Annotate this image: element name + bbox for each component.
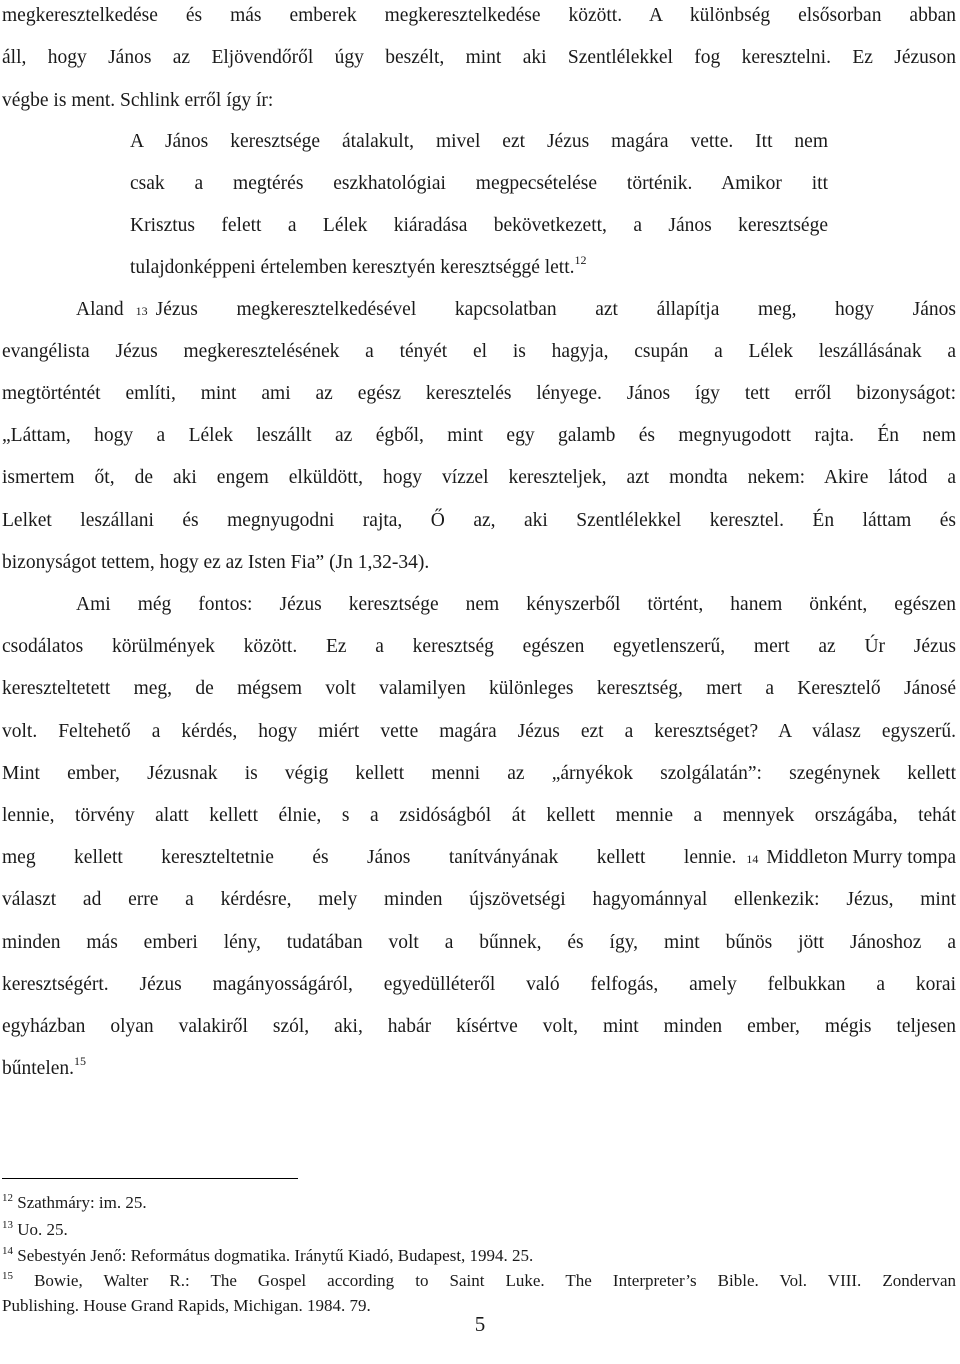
text-line: áll, hogy János az Eljövendőről úgy beszélt, mint aki Szentlélekkel fog keresztelni. Ez Jézuson: [2, 47, 956, 68]
text-line: lennie, törvény alatt kellett élnie, s a zsidóságból át kellett mennie a mennyek országába, tehát: [2, 805, 956, 826]
footnote-text: Szathmáry: im. 25.: [17, 1193, 147, 1212]
text-line: Mint ember, Jézusnak is végig kellett menni az „árnyékok szolgálatán”: szegénynek kellett: [2, 763, 956, 784]
text-line: keresztségért. Jézus magányosságáról, egyedülléteről való felfogás, amely felbukkan a korai: [2, 974, 956, 995]
footnote-item: [2, 1220, 68, 1240]
text-fragment: Aland: [76, 299, 124, 320]
text-line: bizonyságot tettem, hogy ez az Isten Fia” (Jn 1,32-34).: [2, 552, 430, 573]
footnote-number: 13: [2, 1219, 13, 1231]
text-line: meg kellett kereszteltetnie és János tanítványának kellett lennie. 14 Middleton Murry tompa: [2, 847, 956, 868]
text-line: megtörténtét említi, mint ami az egész keresztelés lényege. János így tett erről bizonyságot:: [2, 383, 956, 404]
text-line: Lelket leszállani és megnyugodni rajta, Ő az, aki Szentlélekkel keresztel. Én láttam és: [2, 510, 956, 531]
text-line: egyházban olyan valakiről szól, aki, habár kísértve volt, mint minden ember, mégis teljesen: [2, 1016, 956, 1037]
footnote-continuation: Publishing. House Grand Rapids, Michigan. 1984. 79.: [2, 1296, 371, 1315]
text-fragment: bűntelen.: [2, 1058, 75, 1079]
text-line: volt. Feltehető a kérdés, hogy miért vette magára Jézus ezt a keresztséget? A válasz egyszerű.: [2, 721, 956, 742]
text-line: megkeresztelkedése és más emberek megkeresztelkedése között. A különbség elsősorban abban: [2, 5, 956, 26]
text-line: „Láttam, hogy a Lélek leszállt az égből, mint egy galamb és megnyugodott rajta. Én nem: [2, 425, 956, 446]
footnote-separator: [2, 1178, 298, 1179]
text-line: csodálatos körülmények között. Ez a keresztség egészen egyetlenszerű, mert az Úr Jézus: [2, 636, 956, 657]
text-line: kereszteltetett meg, de mégsem volt valamilyen különleges keresztség, mert a Keresztelő Jánosé: [2, 678, 956, 699]
quote-line: [130, 253, 587, 280]
footnote-ref: 12: [574, 253, 587, 267]
footnote-number: 15: [2, 1270, 13, 1282]
footnote-text: Sebestyén Jenő: Református dogmatika. Iránytű Kiadó, Budapest, 1994. 25.: [17, 1246, 534, 1265]
footnote-number: 14: [2, 1245, 13, 1257]
text-fragment: Jézus megkeresztelkedésével kapcsolatban azt állapítja meg, hogy János: [155, 299, 956, 320]
quote-line: A János keresztsége átalakult, mivel ezt Jézus magára vette. Itt nem: [130, 131, 828, 152]
text-line: Ami még fontos: Jézus keresztsége nem kényszerből történt, hanem önként, egészen: [76, 594, 956, 615]
footnote-ref: 15: [74, 1054, 87, 1068]
text-line: evangélista Jézus megkeresztelésének a tényét el is hagyja, csupán a Lélek leszállásának a: [2, 341, 956, 362]
quote-line-text: tulajdonképpeni értelemben keresztyén keresztséggé lett.: [130, 257, 575, 278]
text-line: ismertem őt, de aki engem elküldött, hogy vízzel kereszteljek, azt mondta nekem: Akire látod a: [2, 467, 956, 488]
quote-line: Krisztus felett a Lélek kiáradása bekövetkezett, a János keresztsége: [130, 215, 828, 236]
text-line: minden más emberi lény, tudatában volt a bűnnek, és így, mint bűnös jött Jánoshoz a: [2, 932, 956, 953]
quote-line: csak a megtérés eszkhatológiai megpecsételése történik. Amikor itt: [130, 173, 828, 194]
text-line: [2, 1054, 87, 1081]
footnote-text: Bowie, Walter R.: The Gospel according to Saint Luke. The Interpreter’s Bible. Vol. VIII. Zondervan: [34, 1271, 957, 1290]
footnote-item: [2, 1193, 147, 1213]
text-fragment: meg kellett kereszteltetnie és János tanítványának kellett lennie.: [2, 847, 737, 868]
text-line: Aland 13 Jézus megkeresztelkedésével kapcsolatban azt állapítja meg, hogy János: [76, 299, 956, 320]
text-line: választ ad erre a kérdésre, mely minden újszövetségi hagyománnyal ellenkezik: Jézus, mint: [2, 889, 956, 910]
text-fragment: Middleton Murry tompa: [766, 847, 956, 868]
footnote-text: Uo. 25.: [17, 1220, 68, 1239]
page-number: 5: [474, 1312, 486, 1336]
footnote-item: [2, 1246, 533, 1266]
footnote-number: 12: [2, 1192, 13, 1204]
footnote-item: [2, 1271, 956, 1291]
text-line: végbe is ment. Schlink erről így ír:: [2, 90, 274, 111]
